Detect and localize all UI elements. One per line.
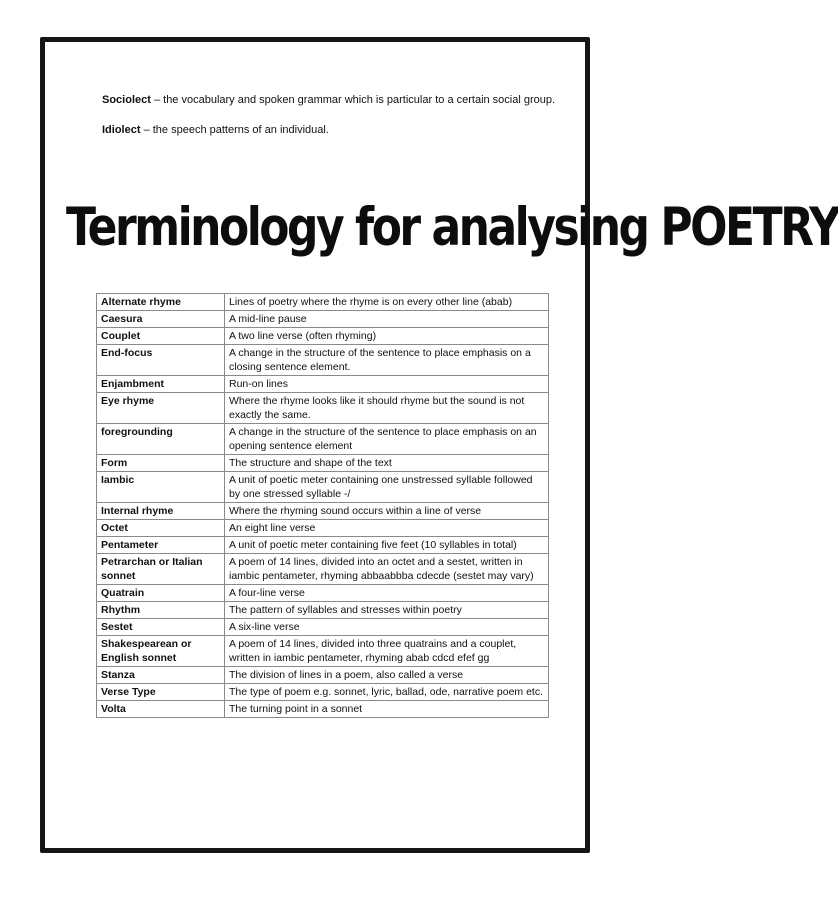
- term-cell: Enjambment: [97, 376, 225, 393]
- table-row: [97, 554, 549, 585]
- page-title: Terminology for analysing POETRY: [66, 197, 838, 258]
- definition-cell: The division of lines in a poem, also called a verse: [225, 667, 549, 684]
- table-row: [97, 376, 549, 393]
- term-cell: Verse Type: [97, 684, 225, 701]
- term-cell: foregrounding: [97, 424, 225, 455]
- term-cell: Stanza: [97, 667, 225, 684]
- table-row: [97, 585, 549, 602]
- table-row: [97, 311, 549, 328]
- term-cell: Form: [97, 455, 225, 472]
- term-cell: Petrarchan or Italian sonnet: [97, 554, 225, 585]
- definition-term: Sociolect: [102, 94, 151, 106]
- term-cell: Couplet: [97, 328, 225, 345]
- terminology-table-body: [97, 294, 549, 718]
- table-row: [97, 345, 549, 376]
- table-row: [97, 619, 549, 636]
- term-cell: Pentameter: [97, 537, 225, 554]
- table-row: [97, 472, 549, 503]
- definition-cell: An eight line verse: [225, 520, 549, 537]
- definition-cell: A two line verse (often rhyming): [225, 328, 549, 345]
- term-cell: Octet: [97, 520, 225, 537]
- definition-cell: A mid-line pause: [225, 311, 549, 328]
- term-cell: Caesura: [97, 311, 225, 328]
- term-cell: Alternate rhyme: [97, 294, 225, 311]
- term-cell: Sestet: [97, 619, 225, 636]
- table-row: [97, 503, 549, 520]
- definitions-section: [102, 92, 562, 152]
- definition-cell: A unit of poetic meter containing five feet (10 syllables in total): [225, 537, 549, 554]
- definition-cell: A poem of 14 lines, divided into three quatrains and a couplet, written in iambic pentameter, rhyming abab cdcd efef gg: [225, 636, 549, 667]
- term-cell: Volta: [97, 701, 225, 718]
- term-cell: Rhythm: [97, 602, 225, 619]
- definition-idiolect: [102, 122, 562, 138]
- table-row: [97, 424, 549, 455]
- definition-cell: Lines of poetry where the rhyme is on every other line (abab): [225, 294, 549, 311]
- table-row: [97, 393, 549, 424]
- definition-cell: A change in the structure of the sentence to place emphasis on an opening sentence element: [225, 424, 549, 455]
- table-row: [97, 294, 549, 311]
- term-cell: Shakespearean or English sonnet: [97, 636, 225, 667]
- definition-cell: A poem of 14 lines, divided into an octet and a sestet, written in iambic pentameter, rhyming abbaabbba cdecde (sestet may vary): [225, 554, 549, 585]
- term-cell: Iambic: [97, 472, 225, 503]
- table-row: [97, 701, 549, 718]
- definition-text: – the vocabulary and spoken grammar which is particular to a certain social group.: [150, 94, 556, 106]
- table-row: [97, 328, 549, 345]
- table-row: [97, 520, 549, 537]
- definition-cell: The pattern of syllables and stresses within poetry: [225, 602, 549, 619]
- term-cell: End-focus: [97, 345, 225, 376]
- table-row: [97, 684, 549, 701]
- definition-cell: A change in the structure of the sentence to place emphasis on a closing sentence element.: [225, 345, 549, 376]
- definition-cell: Run-on lines: [225, 376, 549, 393]
- term-cell: Eye rhyme: [97, 393, 225, 424]
- definition-cell: Where the rhyme looks like it should rhyme but the sound is not exactly the same.: [225, 393, 549, 424]
- definition-cell: The structure and shape of the text: [225, 455, 549, 472]
- table-row: [97, 602, 549, 619]
- terminology-table: [96, 293, 549, 718]
- definition-term: Idiolect: [102, 124, 141, 136]
- term-cell: Internal rhyme: [97, 503, 225, 520]
- definition-cell: A six-line verse: [225, 619, 549, 636]
- table-row: [97, 667, 549, 684]
- definition-cell: A four-line verse: [225, 585, 549, 602]
- definition-cell: A unit of poetic meter containing one unstressed syllable followed by one stressed syllable -/: [225, 472, 549, 503]
- definition-cell: The type of poem e.g. sonnet, lyric, ballad, ode, narrative poem etc.: [225, 684, 549, 701]
- table-row: [97, 636, 549, 667]
- definition-text: – the speech patterns of an individual.: [140, 124, 329, 136]
- definition-cell: Where the rhyming sound occurs within a line of verse: [225, 503, 549, 520]
- definition-cell: The turning point in a sonnet: [225, 701, 549, 718]
- table-row: [97, 455, 549, 472]
- table-row: [97, 537, 549, 554]
- definition-sociolect: [102, 92, 562, 108]
- term-cell: Quatrain: [97, 585, 225, 602]
